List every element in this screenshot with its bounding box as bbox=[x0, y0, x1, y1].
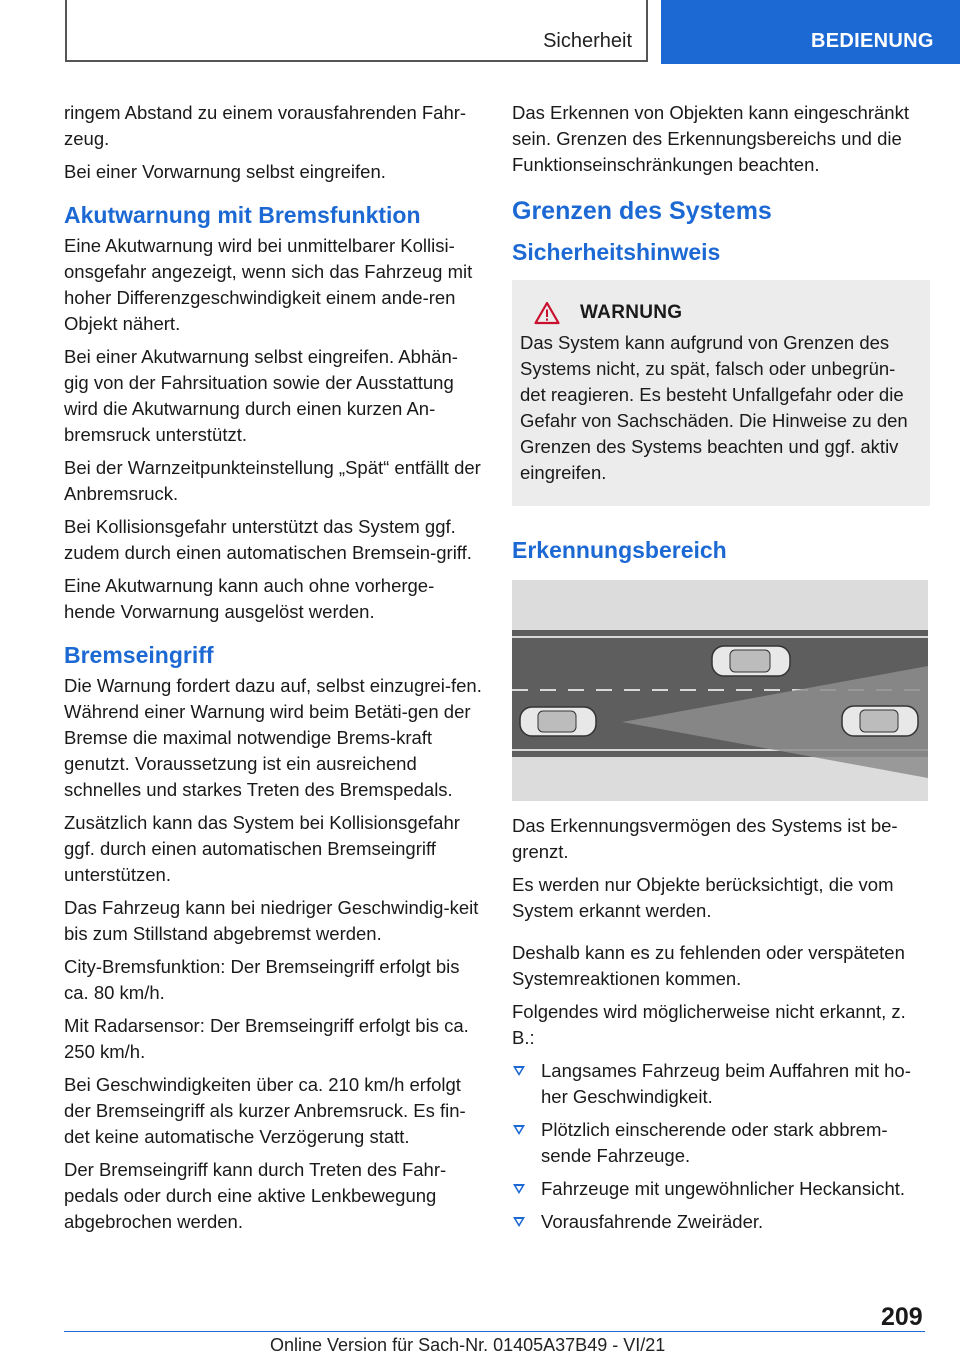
bullet-triangle-icon bbox=[513, 1184, 525, 1194]
paragraph: Es werden nur Objekte berücksichtigt, die vom System erkannt werden. bbox=[512, 874, 894, 921]
paragraph: Bei der Warnzeitpunkteinstellung „Spät“ entfällt der Anbremsruck. bbox=[64, 457, 481, 504]
car-ahead-lane-icon bbox=[712, 646, 790, 676]
warning-title: WARNUNG bbox=[580, 302, 683, 323]
paragraph: ringem Abstand zu einem vorausfahrenden Fahr-zeug. bbox=[64, 102, 467, 149]
list-item: Langsames Fahrzeug beim Auffahren mit ho-her Geschwindigkeit. bbox=[512, 1058, 930, 1110]
paragraph: Zusätzlich kann das System bei Kollisionsgefahr ggf. durch einen automatischen Bremseingriff unterstützen. bbox=[64, 812, 460, 885]
car-ahead-icon bbox=[842, 706, 918, 736]
paragraph: Die Warnung fordert dazu auf, selbst einzugrei-fen. Während einer Warnung wird beim Betäti-gen der Bremse die maximal notwendige Brems-kraft genutzt. Voraussetzung ist ein ausreichend schnelles und starkes Treten des Bremspedals. bbox=[64, 675, 482, 800]
list-item: Vorausfahrende Zweiräder. bbox=[512, 1209, 930, 1235]
warning-text: Das System kann aufgrund von Grenzen des Systems nicht, zu spät, falsch oder unbegrün-det reagieren. Es besteht Unfallgefahr oder die Gefahr von Sachschäden. Die Hinweise zu den Grenzen des Systems beachten und ggf. aktiv eingreifen. bbox=[520, 332, 908, 483]
list-item: Plötzlich einscherende oder stark abbrem-sende Fahrzeuge. bbox=[512, 1117, 930, 1169]
right-column bbox=[512, 100, 930, 1242]
not-detected-list bbox=[512, 1058, 930, 1235]
paragraph: Das Fahrzeug kann bei niedriger Geschwindig-keit bis zum Stillstand abgebremst werden. bbox=[64, 897, 479, 944]
paragraph: Mit Radarsensor: Der Bremseingriff erfolgt bis ca. 250 km/h. bbox=[64, 1015, 469, 1062]
footer-divider bbox=[64, 1331, 925, 1332]
heading-grenzen: Grenzen des Systems bbox=[512, 197, 772, 225]
paragraph: Das Erkennungsvermögen des Systems ist be-grenzt. bbox=[512, 815, 898, 862]
paragraph: Bei Kollisionsgefahr unterstützt das System ggf. zudem durch einen automatischen Bremsein-griff. bbox=[64, 516, 472, 563]
paragraph: Bei einer Vorwarnung selbst eingreifen. bbox=[64, 161, 386, 182]
header-section-label: Sicherheit bbox=[543, 30, 632, 52]
bullet-triangle-icon bbox=[513, 1217, 525, 1227]
paragraph: Der Bremseingriff kann durch Treten des Fahr-pedals oder durch eine aktive Lenkbewegung abgebrochen werden. bbox=[64, 1159, 447, 1232]
bullet-triangle-icon bbox=[513, 1125, 525, 1135]
heading-erkennungsbereich: Erkennungsbereich bbox=[512, 537, 727, 563]
left-column bbox=[64, 100, 482, 1242]
paragraph: Eine Akutwarnung kann auch ohne vorherge-hende Vorwarnung ausgelöst werden. bbox=[64, 575, 435, 622]
heading-akutwarnung: Akutwarnung mit Bremsfunktion bbox=[64, 202, 421, 228]
paragraph: Bei Geschwindigkeiten über ca. 210 km/h erfolgt der Bremseingriff als kurzer Anbremsruck. Es fin-det keine automatische Verzögerung statt. bbox=[64, 1074, 466, 1147]
header-chapter-label: BEDIENUNG bbox=[811, 30, 934, 52]
paragraph: Folgendes wird möglicherweise nicht erkannt, z. B.: bbox=[512, 1001, 906, 1048]
warning-triangle-icon bbox=[534, 301, 560, 325]
bullet-triangle-icon bbox=[513, 1066, 525, 1076]
header-section-tab bbox=[65, 0, 648, 62]
paragraph: Deshalb kann es zu fehlenden oder verspäteten Systemreaktionen kommen. bbox=[512, 942, 905, 989]
paragraph: Eine Akutwarnung wird bei unmittelbarer Kollisi-onsgefahr angezeigt, wenn sich das Fahrzeug mit hoher Differenzgeschwindigkeit einem ande-ren Objekt nähert. bbox=[64, 235, 473, 334]
page-number: 209 bbox=[881, 1303, 923, 1331]
paragraph: Bei einer Akutwarnung selbst eingreifen. Abhän-gig von der Fahrsituation sowie der Ausstattung wird die Akutwarnung durch einen kurzen An-bremsruck unterstützt. bbox=[64, 346, 458, 445]
footer-text: Online Version für Sach-Nr. 01405A37B49 - VI/21 bbox=[270, 1335, 666, 1355]
warning-box bbox=[512, 280, 930, 506]
header-chapter-tab bbox=[661, 0, 960, 64]
heading-sicherheitshinweis: Sicherheitshinweis bbox=[512, 239, 721, 265]
detection-range-illustration bbox=[512, 580, 928, 801]
paragraph: City-Bremsfunktion: Der Bremseingriff erfolgt bis ca. 80 km/h. bbox=[64, 956, 460, 1003]
heading-bremseingriff: Bremseingriff bbox=[64, 642, 214, 668]
list-item: Fahrzeuge mit ungewöhnlicher Heckansicht. bbox=[512, 1176, 930, 1202]
paragraph: Das Erkennen von Objekten kann eingeschränkt sein. Grenzen des Erkennungsbereichs und die Funktionseinschränkungen beachten. bbox=[512, 102, 909, 175]
own-car-icon bbox=[520, 707, 596, 736]
